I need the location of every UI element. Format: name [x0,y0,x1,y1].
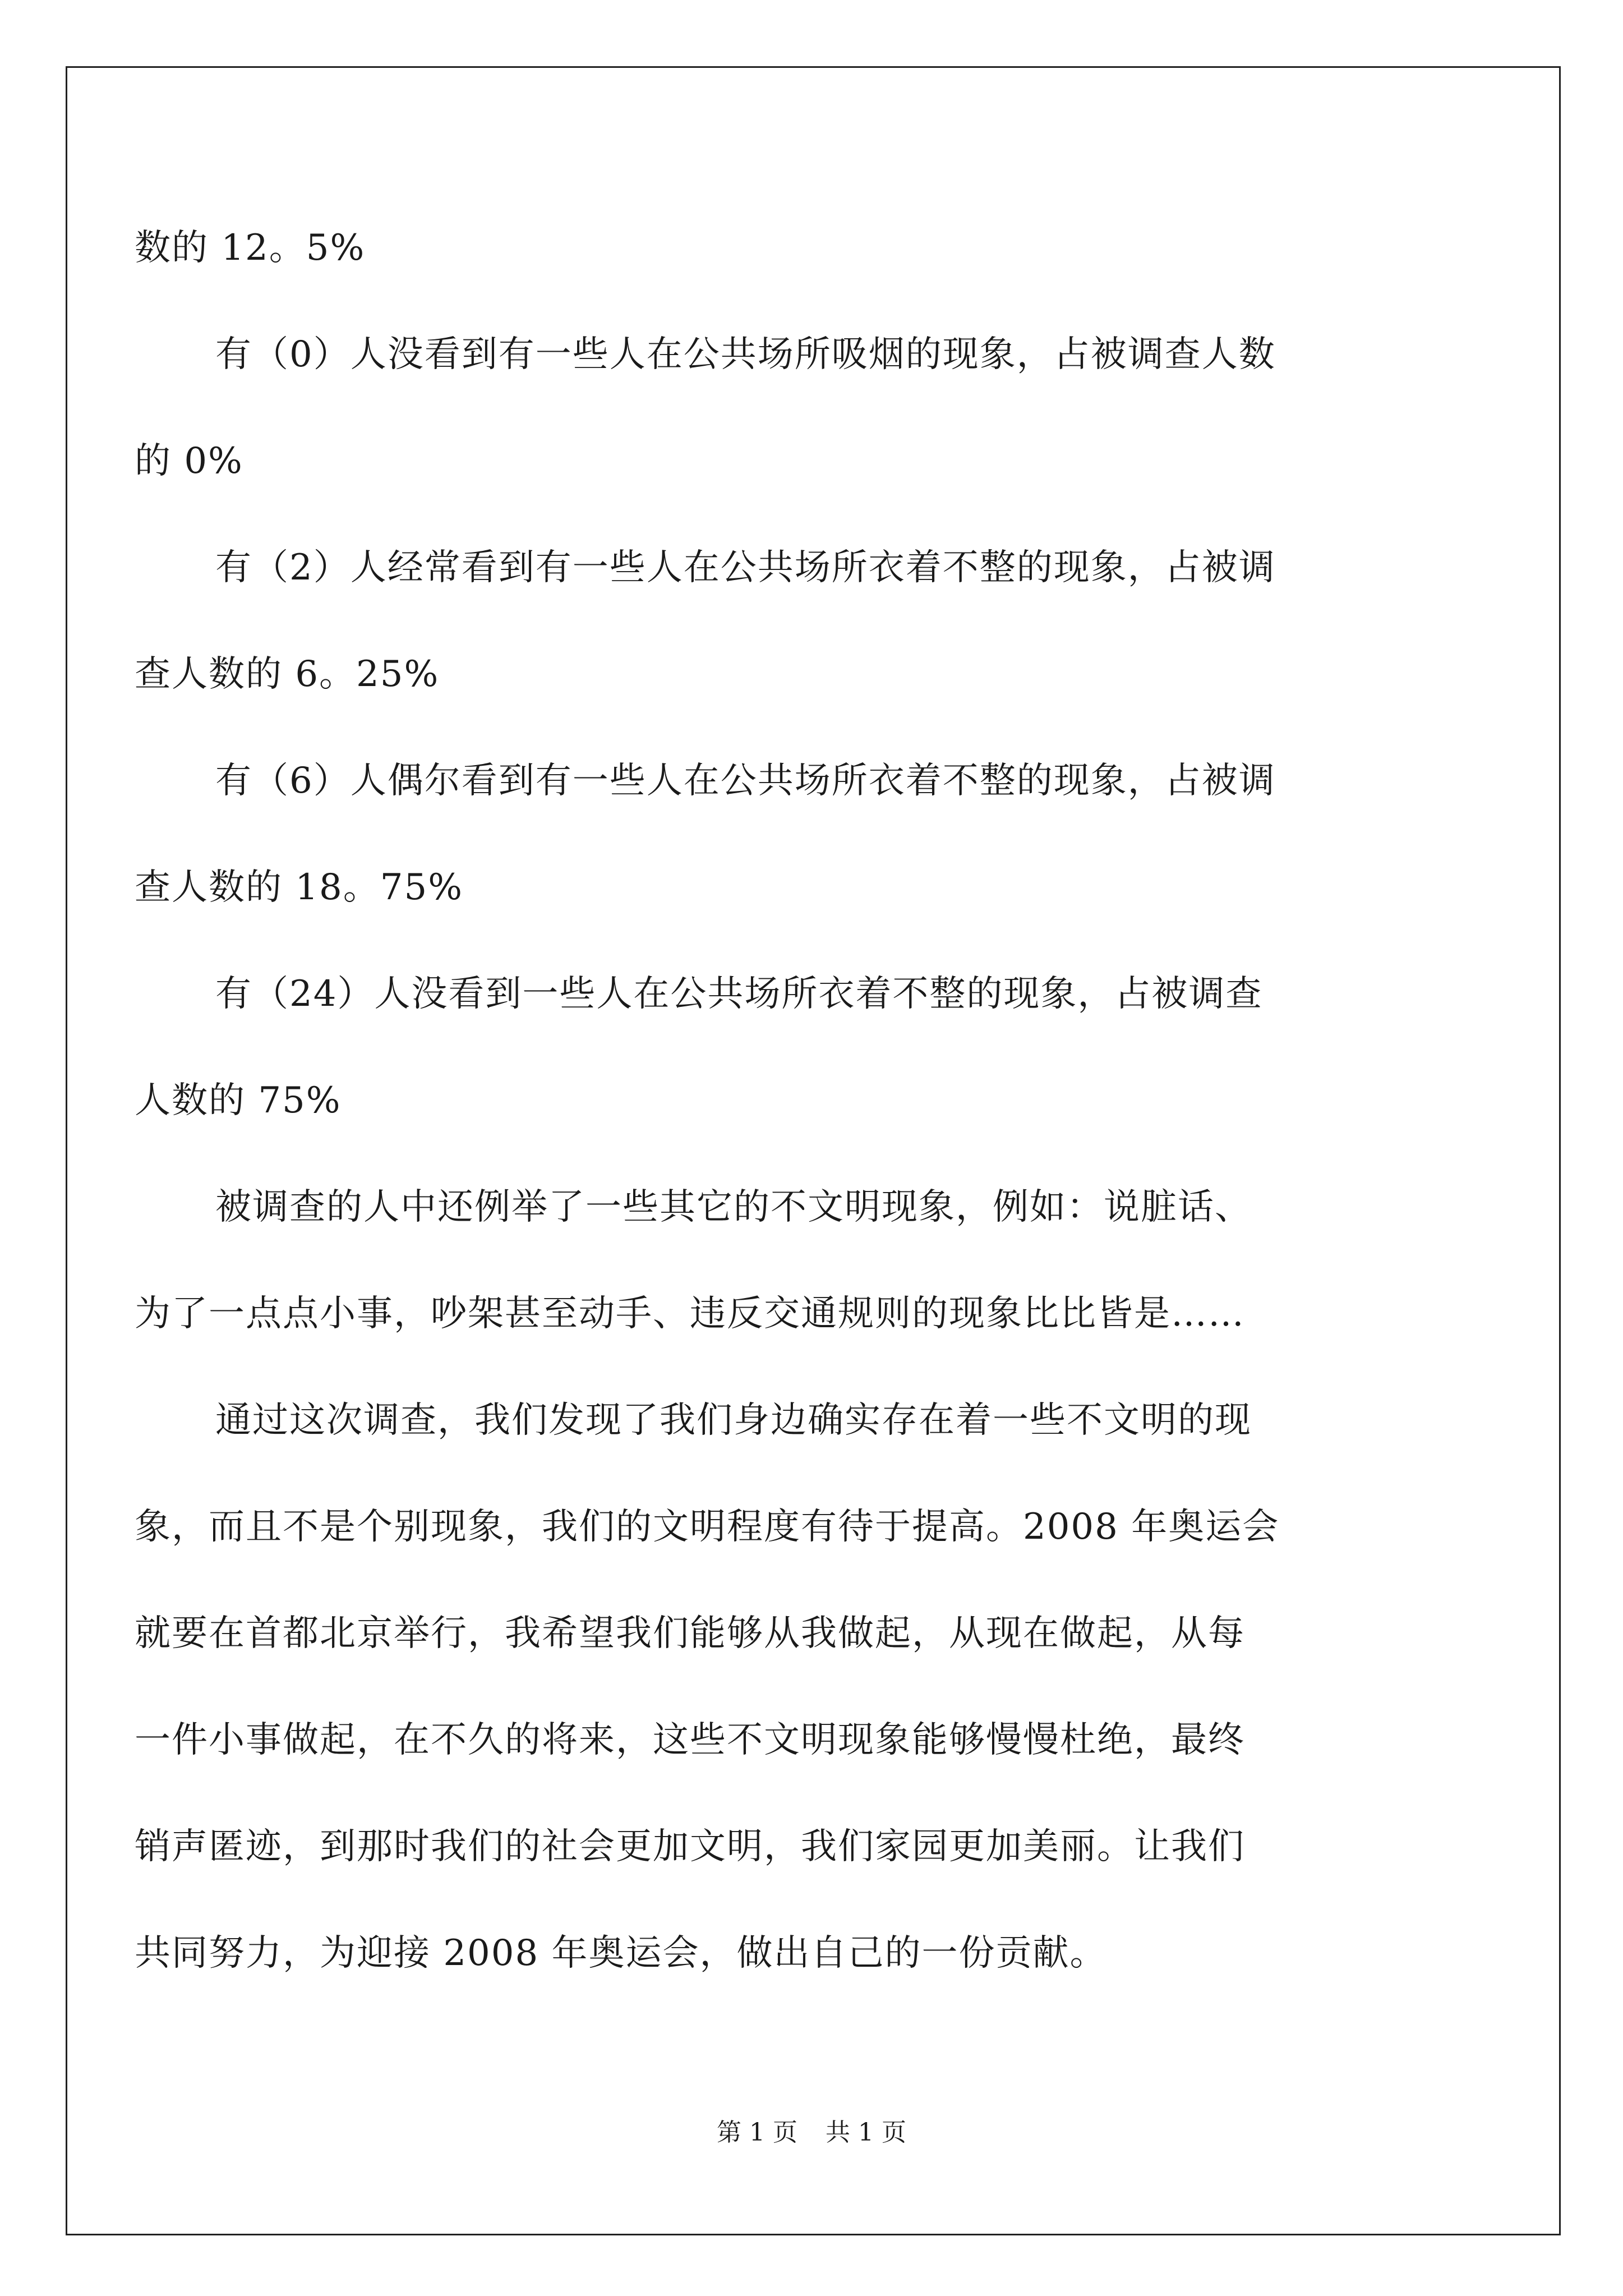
page-border [66,66,1561,2235]
text-line: 通过这次调查，我们发现了我们身边确实存在着一些不文明的现 [215,1400,1252,1441]
text-line: 数的 12。5% [135,227,366,269]
text-line: 一件小事做起，在不久的将来，这些不文明现象能够慢慢杜绝，最终 [135,1719,1245,1761]
page-footer [0,2120,1623,2145]
text-line: 象，而且不是个别现象，我们的文明程度有待于提高。2008 年奥运会 [135,1506,1280,1548]
page-number: 第 1 页 [717,2118,797,2147]
text-line: 共同努力，为迎接 2008 年奥运会，做出自己的一份贡献。 [135,1932,1107,1974]
text-line: 有（2）人经常看到有一些人在公共场所衣着不整的现象，占被调 [215,547,1276,588]
text-line: 有（24）人没看到一些人在公共场所衣着不整的现象，占被调查 [215,973,1263,1015]
text-line: 有（6）人偶尔看到有一些人在公共场所衣着不整的现象，占被调 [215,760,1276,802]
text-line: 被调查的人中还例举了一些其它的不文明现象，例如：说脏话、 [215,1186,1252,1228]
text-line: 的 0% [135,440,243,482]
text-line: 人数的 75% [135,1080,342,1121]
text-line: 就要在首都北京举行，我希望我们能够从我做起，从现在做起，从每 [135,1613,1245,1654]
page-total: 共 1 页 [826,2118,906,2147]
text-line: 销声匿迹，到那时我们的社会更加文明，我们家园更加美丽。让我们 [135,1826,1245,1867]
text-line: 查人数的 18。75% [135,867,464,908]
text-line: 为了一点点小事，吵架甚至动手、违反交通规则的现象比比皆是…… [135,1293,1245,1335]
text-line: 查人数的 6。25% [135,654,440,695]
text-line: 有（0）人没看到有一些人在公共场所吸烟的现象，占被调查人数 [215,334,1276,375]
